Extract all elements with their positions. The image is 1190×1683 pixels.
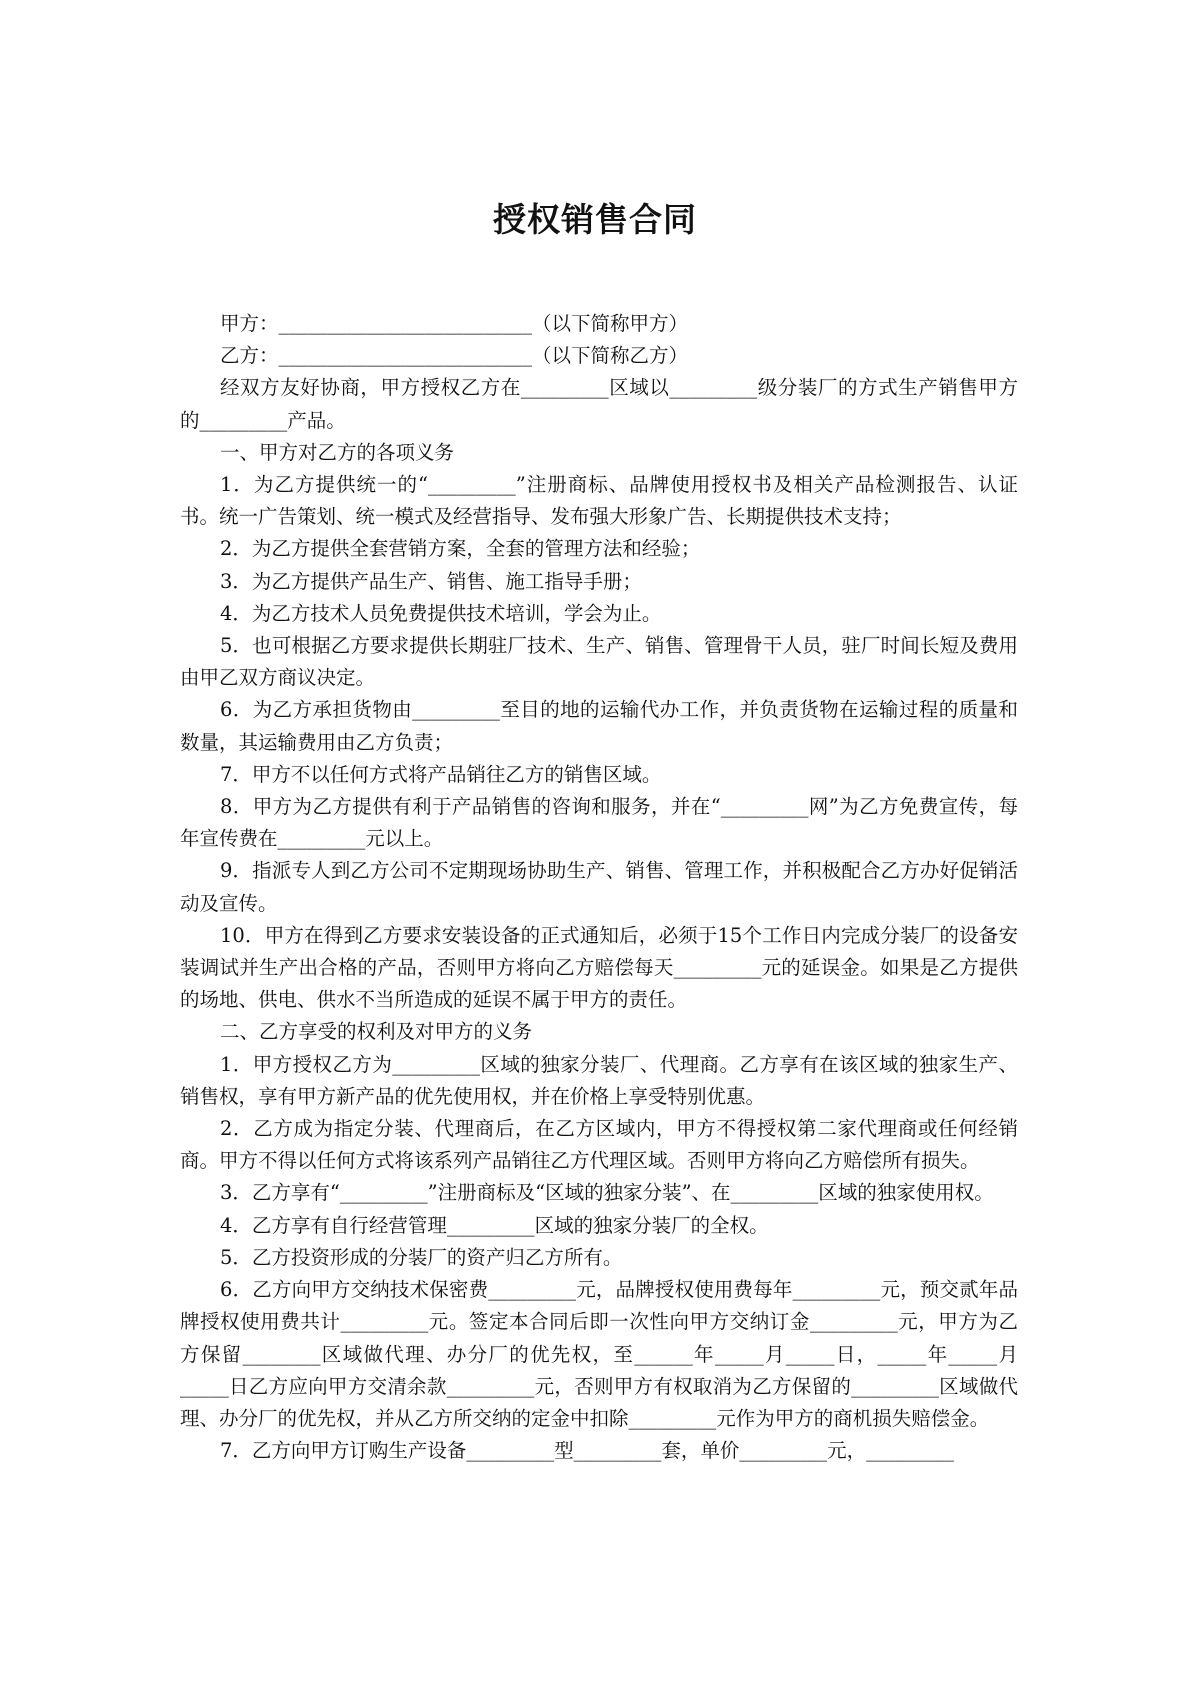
clause-b5: 5．乙方投资形成的分装厂的资产归乙方所有。 [220, 1245, 623, 1269]
section-heading-party-a-obligations: 一、甲方对乙方的各项义务 [220, 440, 455, 464]
clause-a4: 4．为乙方技术人员免费提供技术培训，学会为止。 [220, 601, 662, 625]
section-heading-party-b-rights: 二、乙方享受的权利及对甲方的义务 [220, 1020, 533, 1044]
clause-a9: 9．指派专人到乙方公司不定期现场协助生产、销售、管理工作，并积极配合乙方办好促销活动及宣传。 [180, 859, 1018, 915]
clause-a1: 1．为乙方提供统一的“_________”注册商标、品牌使用授权书及相关产品检测报告、认证书。统一广告策划、统一模式及经营指导、发布强大形象广告、长期提供技术支持； [180, 473, 1018, 529]
clause-b1: 1．甲方授权乙方为_________区域的独家分装厂、代理商。乙方享有在该区域的独家生产、销售权，享有甲方新产品的优先使用权，并在价格上享受特别优惠。 [180, 1052, 1018, 1108]
clause-a8: 8．甲方为乙方提供有利于产品销售的咨询和服务，并在“_________网”为乙方免费宣传，每年宣传费在_________元以上。 [180, 795, 1018, 851]
clause-b6: 6．乙方向甲方交纳技术保密费_________元，品牌授权使用费每年_________元，预交贰年品牌授权使用费共计_________元。签定本合同后即一次性向甲方交纳订金_________元，甲方为乙方保留________区域做代理、办分厂的优先权，至______年_____月_____日，_____年_____月_____日乙方应向甲方交清余款_________元，否则甲方有权取消为乙方保留的_________区域做代理、办分厂的优先权，并从乙方所交纳的定金中扣除_________元作为甲方的商机损失赔偿金。 [180, 1278, 1018, 1430]
party-b-line: 乙方：__________________________（以下简称乙方） [220, 344, 689, 368]
clause-a6: 6．为乙方承担货物由_________至目的地的运输代办工作，并负责货物在运输过程的质量和数量，其运输费用由乙方负责； [180, 698, 1018, 754]
document-title: 授权销售合同 [493, 200, 697, 239]
clause-b4: 4．乙方享有自行经营管理_________区域的独家分装厂的全权。 [220, 1213, 769, 1237]
party-a-line: 甲方：__________________________（以下简称甲方） [220, 312, 689, 335]
clause-a2: 2．为乙方提供全套营销方案，全套的管理方法和经验； [220, 537, 701, 561]
clause-a3: 3．为乙方提供产品生产、销售、施工指导手册； [220, 569, 642, 593]
contract-body [180, 308, 1018, 1467]
clause-a7: 7．甲方不以任何方式将产品销往乙方的销售区域。 [220, 762, 662, 786]
clause-b2: 2．乙方成为指定分装、代理商后，在乙方区域内，甲方不得授权第二家代理商或任何经销商。甲方不得以任何方式将该系列产品销往乙方代理区域。否则甲方将向乙方赔偿所有损失。 [180, 1117, 1018, 1173]
intro-paragraph: 经双方友好协商，甲方授权乙方在_________区域以_________级分装厂的方式生产销售甲方的_________产品。 [180, 376, 1018, 432]
clause-a5: 5．也可根据乙方要求提供长期驻厂技术、生产、销售、管理骨干人员，驻厂时间长短及费用由甲乙双方商议决定。 [180, 634, 1018, 690]
clause-b7: 7．乙方向甲方订购生产设备_________型_________套，单价_________元，_________ [220, 1439, 954, 1463]
clause-b3: 3．乙方享有“_________”注册商标及“区域的独家分装”、在_________区域的独家使用权。 [220, 1181, 994, 1205]
clause-a10: 10．甲方在得到乙方要求安装设备的正式通知后，必须于15个工作日内完成分装厂的设备安装调试并生产出合格的产品，否则甲方将向乙方赔偿每天_________元的延误金。如果是乙方提供的场地、供电、供水不当所造成的延误不属于甲方的责任。 [180, 923, 1018, 1012]
